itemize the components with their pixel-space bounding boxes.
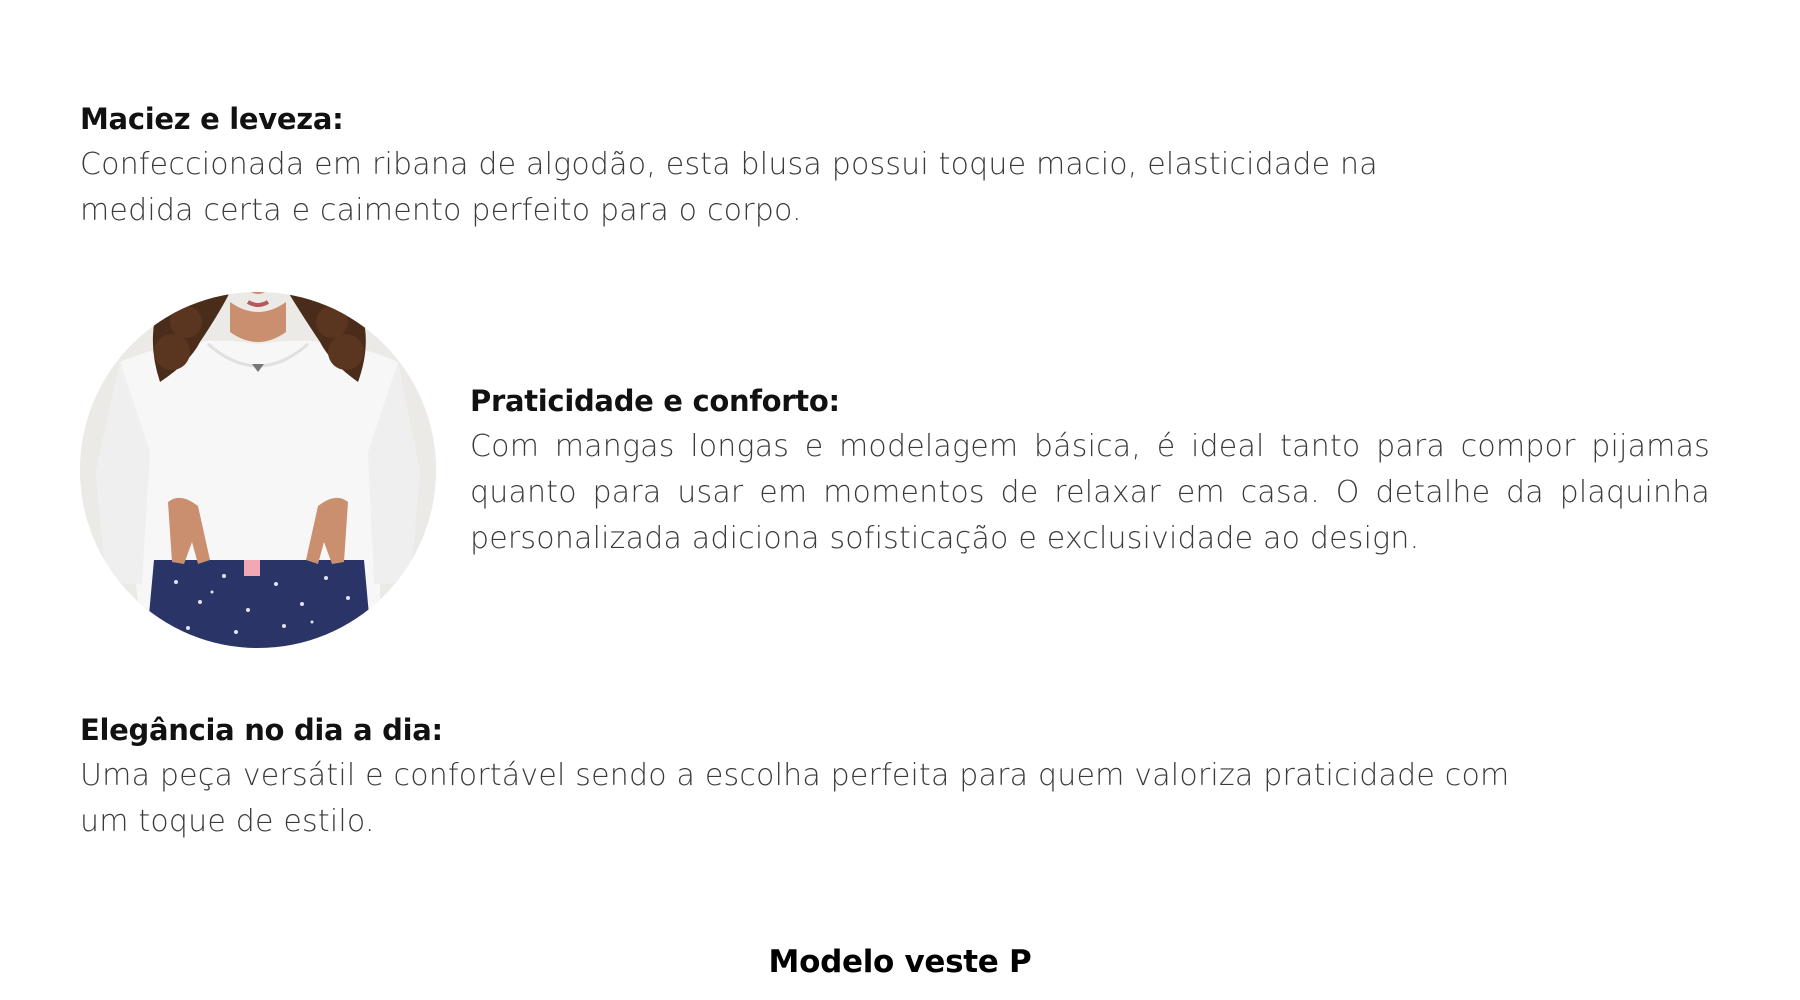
section-heading: Praticidade e conforto: <box>470 384 840 418</box>
section-softness <box>80 96 1520 234</box>
section-practicality <box>470 378 1710 562</box>
section-text-line: medida certa e caimento perfeito para o corpo. <box>80 193 802 228</box>
section-text-line: um toque de estilo. <box>80 804 375 839</box>
model-photo <box>80 292 436 648</box>
section-heading: Elegância no dia a dia: <box>80 713 443 747</box>
model-size-caption: Modelo veste P <box>768 944 1032 980</box>
model-illustration <box>80 292 436 648</box>
section-heading: Maciez e leveza: <box>80 102 344 136</box>
section-text: Com mangas longas e modelagem básica, é ideal tanto para compor pijamas quanto para usar em momentos de relaxar em casa. O detalhe da plaquinha personalizada adiciona sofisticação e exclusividade ao design. <box>470 429 1710 556</box>
section-elegance <box>80 707 1640 845</box>
section-text-line: Uma peça versátil e confortável sendo a escolha perfeita para quem valoriza praticidade com <box>80 758 1510 793</box>
section-text-line: Confeccionada em ribana de algodão, esta blusa possui toque macio, elasticidade na <box>80 147 1378 182</box>
